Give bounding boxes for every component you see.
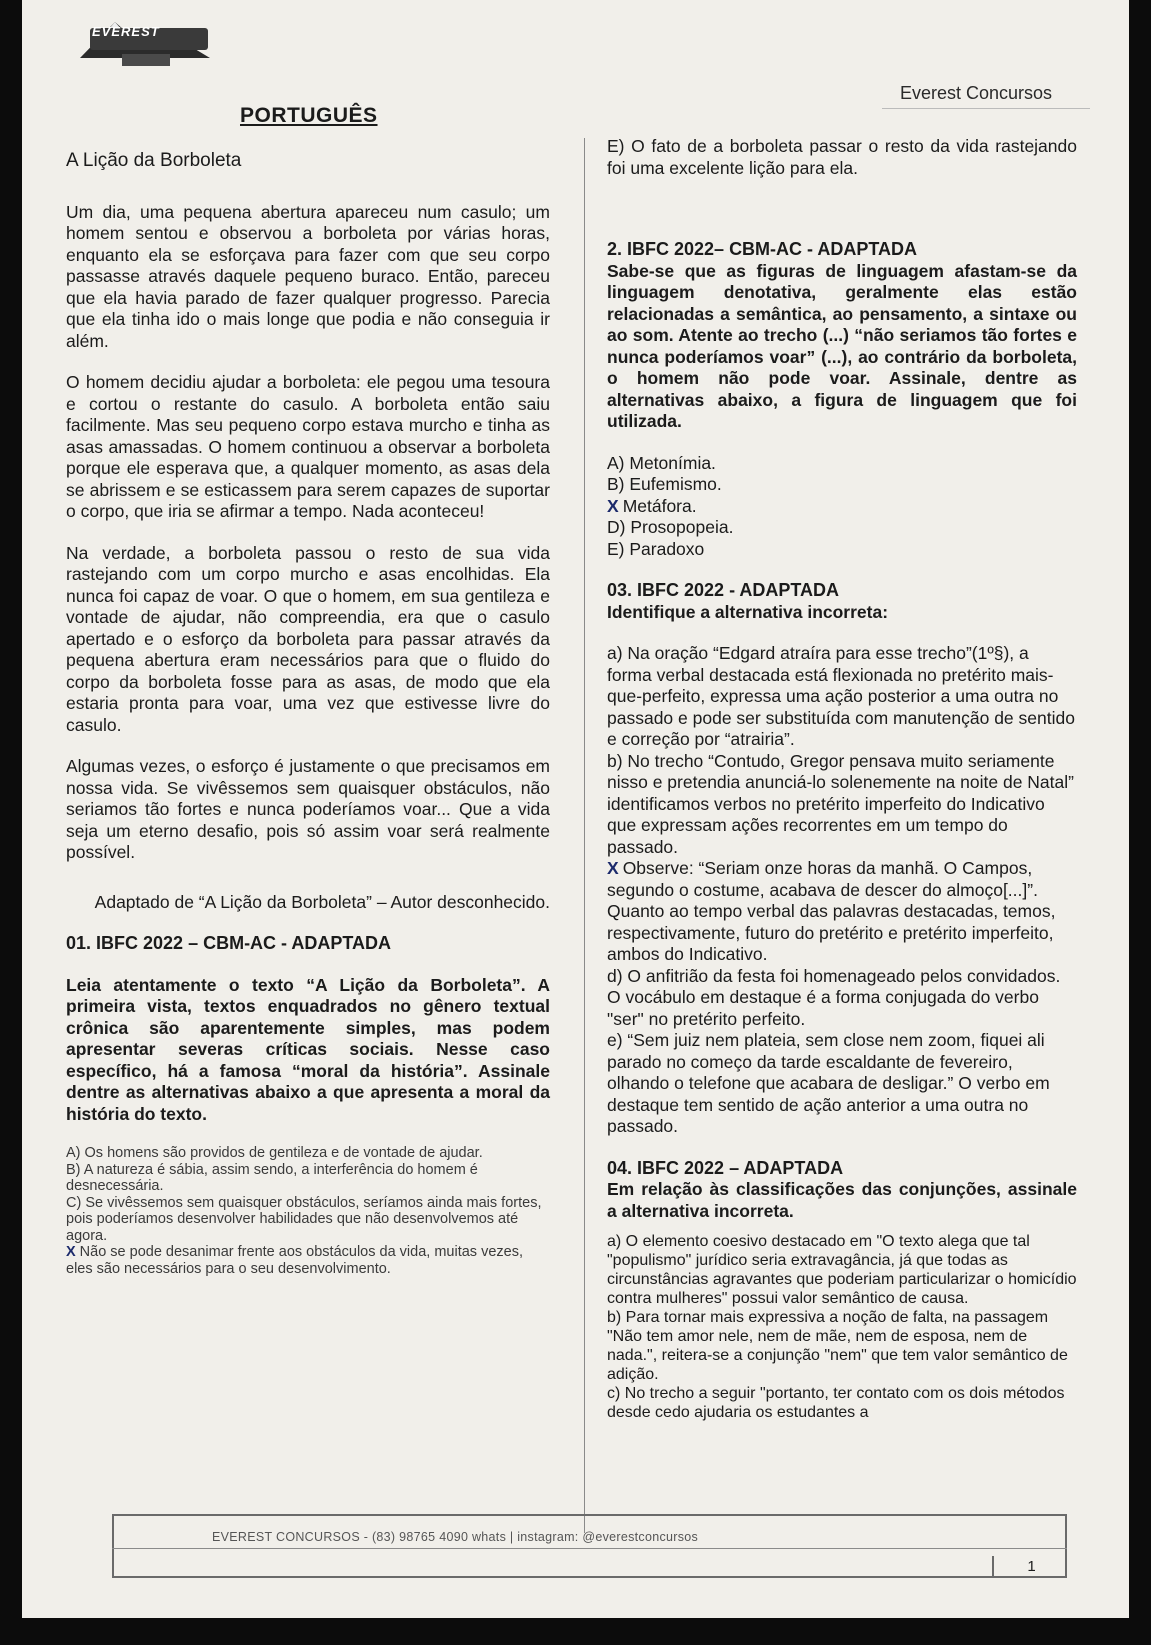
q2-header: 2. IBFC 2022– CBM-AC - ADAPTADA — [607, 239, 918, 259]
brand-header: Everest Concursos — [882, 78, 1090, 109]
q1-option-c[interactable]: C) Se vivêssemos sem quaisquer obstáculos, seríamos ainda mais fortes, pois poderíamos desenvolver habilidades que não desenvolvemos até agora. — [66, 1194, 542, 1244]
q1-option-d[interactable] — [66, 1244, 550, 1277]
q2-option-b[interactable]: B) Eufemismo. — [607, 474, 722, 494]
q2-option-a[interactable]: A) Metonímia. — [607, 452, 716, 473]
page-number: 1 — [992, 1556, 1069, 1578]
subject-title: PORTUGUÊS — [240, 104, 378, 127]
story-paragraph-4: Algumas vezes, o esforço é justamente o que precisamos em nossa vida. Se vivêssemos sem quaisquer obstáculos, não seriamos tão fortes e nunca poderíamos voar... Que a vida seja um eterno desafio, pois só assim voar será realmente possível. — [66, 756, 550, 862]
story-paragraph-3: Na verdade, a borboleta passou o resto de sua vida rastejando com um corpo murcho e asas encolhidas. Ela nunca foi capaz de voar. O que o homem, em sua gentileza e vontade de ajudar, não compreendia, era que o casulo apertado e o esforço da borboleta para passar através da pequena abertura eram necessários para que o fluido do corpo da borboleta fosse para as asas, de modo que ela estaria pronta para voar, uma vez que estivesse livre do casulo. — [66, 542, 550, 735]
q1-options — [66, 1145, 550, 1277]
right-column — [607, 136, 1077, 1422]
footer-box — [112, 1514, 1067, 1578]
answer-mark-icon: X — [66, 1244, 76, 1260]
q4-option-b[interactable]: b) Para tornar mais expressiva a noção de falta, na passagem "Não tem amor nele, nem de mãe, nem de esposa, nem de nada.", reitera-se a conjunção "nem" que tem valor semântico de adição. — [607, 1309, 1068, 1383]
story-paragraph-1: Um dia, uma pequena abertura apareceu num casulo; um homem sentou e observou a borboleta por várias horas, enquanto ela se esforçava para fazer com que seu corpo passasse através daquele pequeno buraco. Então, pareceu que ela havia parado de fazer qualquer progresso. Parecia que ela tinha ido o mais longe que podia e não conseguia ir além. — [66, 201, 550, 351]
footer-contact: EVEREST CONCURSOS - (83) 98765 4090 whats | instagram: @everestconcursos — [212, 1530, 699, 1544]
q2-option-e[interactable]: E) Paradoxo — [607, 538, 705, 559]
q4-options — [607, 1232, 1077, 1422]
story-attribution: Adaptado de “A Lição da Borboleta” – Autor desconhecido. — [94, 891, 550, 912]
answer-mark-icon: X — [607, 495, 619, 516]
q2-prompt: Sabe-se que as figuras de linguagem afastam-se da linguagem denotativa, geralmente elas estão relacionadas a semântica, ao pensamento, a sintaxe ou ao som. Atente ao trecho (...) “não seriamos tão fortes e nunca poderíamos voar” (...), ao contrário da borboleta, o homem não pode voar. Assinale, dentre as alternativas abaixo, a figura de linguagem que foi utilizada. — [607, 260, 1077, 431]
q3-option-c[interactable] — [607, 858, 1077, 966]
q2-options — [607, 453, 1077, 561]
logo-text: EVEREST — [92, 24, 160, 39]
q4-header: 04. IBFC 2022 – ADAPTADA — [607, 1157, 844, 1178]
story-title: A Lição da Borboleta — [66, 150, 242, 171]
q4-option-a[interactable]: a) O elemento coesivo destacado em "O texto alega que tal "populismo" jurídico seria extravagância, já que todas as circunstâncias agravantes que poderiam particularizar o homicídio contra mulheres" possui valor semântico de causa. — [607, 1233, 1077, 1307]
q4-option-c[interactable]: c) No trecho a seguir "portanto, ter contato com os dois métodos desde cedo ajudaria os estudantes a — [607, 1385, 1065, 1421]
q3-header: 03. IBFC 2022 - ADAPTADA — [607, 580, 840, 600]
everest-logo — [70, 18, 220, 78]
footer-divider — [112, 1548, 1067, 1549]
q3-option-c-text: Observe: “Seriam onze horas da manhã. O Campos, segundo o costume, acabava de descer do almoço[...]”. Quanto ao tempo verbal das palavras destacadas, temos, respectivamente, futuro do pretérito e pretérito imperfeito, ambos do Indicativo. — [607, 858, 1056, 964]
prev-question-option-e[interactable]: E) O fato de a borboleta passar o resto da vida rastejando foi uma excelente lição para ela. — [607, 136, 1077, 178]
q3-option-a[interactable]: a) Na oração “Edgard atraíra para esse trecho”(1º§), a forma verbal destacada está flexionada no pretérito mais-que-perfeito, expressa uma ação posterior a uma outra no passado e pode ser substituída com manutenção de sentido e correção por “atrairia”. — [607, 643, 1075, 749]
q3-options — [607, 643, 1077, 1138]
q1-option-b[interactable]: B) A natureza é sábia, assim sendo, a interferência do homem é desnecessária. — [66, 1161, 478, 1194]
column-divider — [584, 138, 585, 1533]
answer-mark-icon: X — [607, 858, 619, 878]
q3-option-e[interactable]: e) “Sem juiz nem plateia, sem close nem zoom, fiquei ali parado no começo da tarde escaldante de fevereiro, olhando o telefone que acabara de desligar.” O verbo em destaque tem sentido de ação anterior a uma outra no passado. — [607, 1030, 1050, 1136]
q1-option-a[interactable]: A) Os homens são providos de gentileza e de vontade de ajudar. — [66, 1145, 483, 1161]
q3-option-d[interactable]: d) O anfitrião da festa foi homenageado pelos convidados. O vocábulo em destaque é a forma conjugada do verbo "ser" no pretérito perfeito. — [607, 965, 1061, 1029]
left-column — [66, 150, 550, 1277]
story-paragraph-2: O homem decidiu ajudar a borboleta: ele pegou uma tesoura e cortou o restante do casulo. A borboleta então saiu facilmente. Mas seu pequeno corpo estava murcho e tinha as asas amassadas. O homem continuou a observar a borboleta porque ele esperava que, a qualquer momento, as asas dela se abrissem e se esticassem para serem capazes de suportar o corpo, que iria se afirmar a tempo. Nada aconteceu! — [66, 372, 550, 521]
q2-option-d[interactable]: D) Prosopopeia. — [607, 517, 734, 537]
q3-option-b[interactable]: b) No trecho “Contudo, Gregor pensava muito seriamente nisso e pretendia anunciá-lo solenemente na noite de Natal” identificamos verbos no pretérito imperfeito do Indicativo que expressam ações recorrentes em um tempo do passado. — [607, 750, 1074, 857]
q2-option-c-text: Metáfora. — [622, 495, 697, 516]
q1-prompt: Leia atentamente o texto “A Lição da Borboleta”. A primeira vista, textos enquadrados no gênero textual crônica são aparentemente simples, mas podem apresentar severas críticas sociais. Nesse caso específico, há a famosa “moral da história”. Assinale dentre as alternativas abaixo a que apresenta a moral da história do texto. — [66, 974, 550, 1124]
q1-option-d-text: Não se pode desanimar frente aos obstáculos da vida, muitas vezes, eles são necessários para o seu desenvolvimento. — [66, 1244, 523, 1277]
q3-prompt: Identifique a alternativa incorreta: — [607, 601, 889, 622]
q1-header: 01. IBFC 2022 – CBM-AC - ADAPTADA — [66, 933, 392, 953]
q2-option-c[interactable] — [607, 496, 1077, 518]
q4-prompt: Em relação às classificações das conjunções, assinale a alternativa incorreta. — [607, 1179, 1077, 1221]
exam-page — [22, 0, 1129, 1618]
